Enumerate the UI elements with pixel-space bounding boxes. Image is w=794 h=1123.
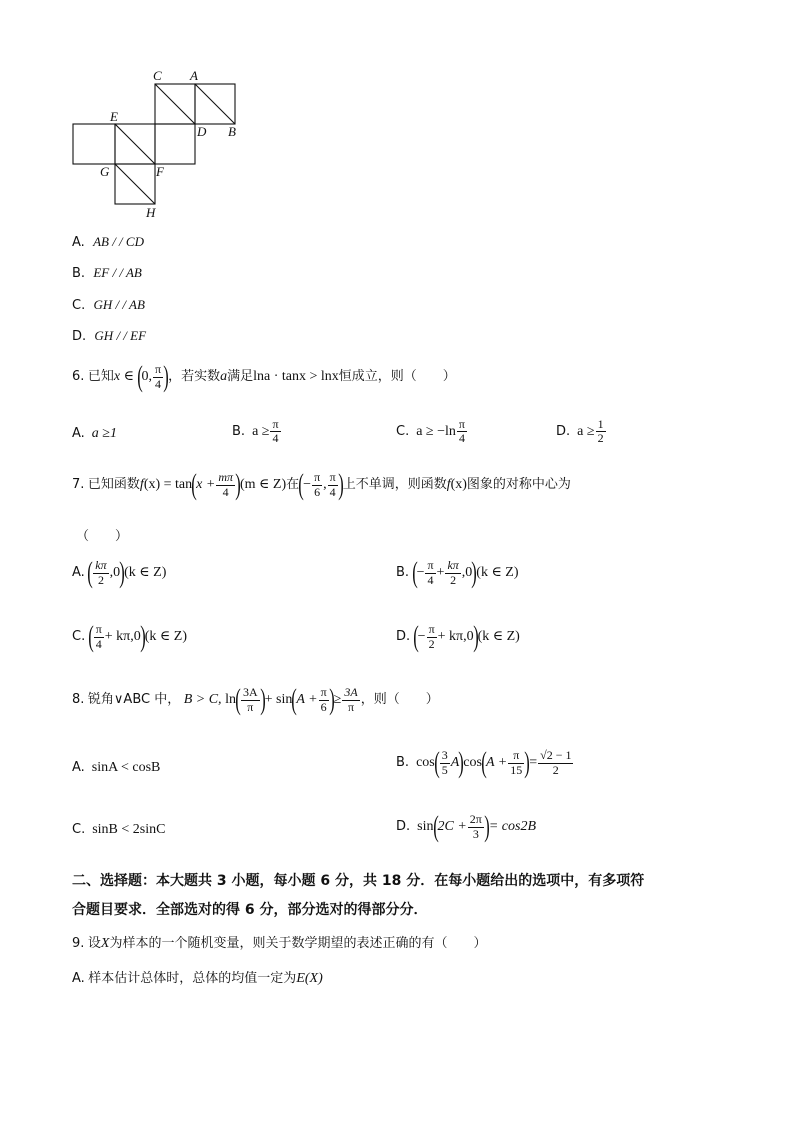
q7-stem: 7. 已知函数f(x) = tan(x + $\frac{m\pi}{4}$ )(m ∈ Z)在(− $\frac{\pi}{6}$ , $\frac{\pi}{4}$ )上不单调，则函数f(x)图象的对称中心为	[72, 468, 571, 501]
q7-option-c: C. ( $\frac{\pi}{4}$ + kπ,0)(k ∈ Z)	[72, 620, 187, 653]
q5-option-b: B. EF / / AB	[72, 265, 142, 281]
q8-option-b: B. cos( $\frac{3}{5}$ A)cos(A + $\frac{\pi}{15}$ )= $\frac{√2 - 1}{2}$	[396, 746, 572, 779]
label-f: F	[156, 164, 164, 179]
q7-option-d: D. (− $\frac{\pi}{2}$ + kπ,0)(k ∈ Z)	[396, 620, 520, 653]
q7-option-a: A. ( $\frac{k\pi}{2}$ ,0)(k ∈ Z)	[72, 556, 167, 589]
section-2-heading-line1: 二、选择题：本大题共 3 小题，每小题 6 分，共 18 分．在每小题给出的选项中，有多项符	[72, 873, 645, 889]
q6-option-b: B. a ≥ $\frac{\pi}{4}$	[232, 417, 279, 446]
q8-option-c: C. sinB < 2sinC	[72, 822, 166, 837]
q6-stem: 6. 已知x ∈ (0, $\frac{\pi}{4}$ )，若实数a满足lna · tanx > lnx恒成立，则（ ）	[72, 360, 456, 393]
q8-option-d: D. sin(2C + $\frac{2\pi}{3}$ )= cos2B	[396, 810, 537, 843]
q5-option-d: D. GH / / EF	[72, 328, 147, 344]
q9-option-a: A. 样本估计总体时，总体的均值一定为E(X)	[72, 971, 323, 986]
label-d: D	[197, 124, 207, 139]
label-h: H	[146, 205, 156, 220]
q8-option-a: A. sinA < cosB	[72, 760, 161, 775]
q7-option-b: B. (− $\frac{\pi}{4}$ + $\frac{k\pi}{2}$ ,0)(k ∈ Z)	[396, 556, 519, 589]
label-e: E	[110, 109, 118, 124]
q8-stem: 8. 锐角∨ABC 中， B > C, ln( $\frac{3A}{\pi}$ )+ sin(A + $\frac{\pi}{6}$ )≥ $\frac{3A}{\pi}$ ，则（ ）	[72, 683, 439, 716]
label-g: G	[100, 164, 110, 179]
q5-option-c: C. GH / / AB	[72, 297, 145, 313]
label-c: C	[153, 68, 162, 83]
q6-option-d: D. a ≥ $\frac{1}{2}$	[556, 417, 604, 446]
section-2-heading-line2: 合题目要求．全部选对的得 6 分，部分选对的得部分分．	[72, 902, 428, 918]
q6-option-c: C. a ≥ −ln $\frac{\pi}{4}$	[396, 417, 465, 446]
q5-option-a: A. AB / / CD	[72, 234, 144, 250]
q6-option-a: A. a ≥1	[72, 426, 117, 441]
cube-net-figure	[60, 60, 270, 225]
label-b: B	[228, 124, 236, 139]
q9-stem: 9. 设X为样本的一个随机变量，则关于数学期望的表述正确的有（ ）	[72, 936, 487, 951]
label-a: A	[190, 68, 198, 83]
q7-answer-paren: （ ）	[76, 529, 129, 544]
